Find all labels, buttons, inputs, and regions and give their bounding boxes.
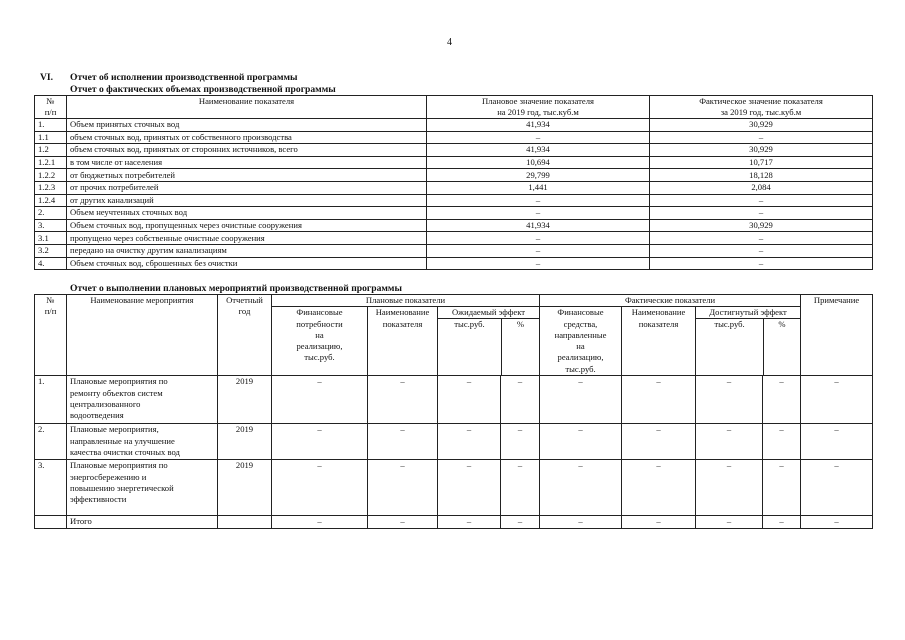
row-fact: 10,717 xyxy=(650,156,873,169)
row-value: – xyxy=(501,516,540,528)
row-value: – xyxy=(801,424,873,460)
row-num: 1.2.3 xyxy=(35,181,67,194)
header-name: Наименование мероприятия xyxy=(67,295,218,376)
row-year: 2019 xyxy=(218,376,272,424)
row-name: в том числе от населения xyxy=(67,156,427,169)
row-fact: 30,929 xyxy=(650,144,873,157)
table-row xyxy=(35,516,873,528)
row-num: 3.1 xyxy=(35,232,67,245)
row-num: 1.1 xyxy=(35,131,67,144)
table-row xyxy=(35,131,873,144)
header-plan-group: Плановые показатели xyxy=(272,295,540,307)
row-name: объем сточных вод, принятых от собственного производства xyxy=(67,131,427,144)
table2-title: Отчет о выполнении плановых мероприятий производственной программы xyxy=(70,283,402,294)
row-value: – xyxy=(622,376,696,424)
table-row xyxy=(35,156,873,169)
table-header-row xyxy=(35,96,873,119)
fact-effect-rub: тыс.руб. xyxy=(696,319,764,375)
row-year xyxy=(218,516,272,528)
header-plan-effect xyxy=(438,307,540,376)
row-value: – xyxy=(801,376,873,424)
row-plan: 41,934 xyxy=(427,119,650,132)
row-fact: – xyxy=(650,131,873,144)
plan-effect-label: Ожидаемый эффект xyxy=(438,307,539,319)
row-num xyxy=(35,516,67,528)
header-num: № п/п xyxy=(35,96,67,119)
row-name: Плановые мероприятия по энергосбережению и повышению энергетической эффективности xyxy=(67,460,218,516)
row-value: – xyxy=(540,424,622,460)
row-value: – xyxy=(696,460,763,516)
header-fact-group: Фактические показатели xyxy=(540,295,801,307)
table-row xyxy=(35,194,873,207)
row-value: – xyxy=(501,376,540,424)
table-row xyxy=(35,207,873,220)
row-value: – xyxy=(696,424,763,460)
row-value: – xyxy=(438,424,501,460)
row-year: 2019 xyxy=(218,460,272,516)
row-name: Объем принятых сточных вод xyxy=(67,119,427,132)
row-name: Объем неучтенных сточных вод xyxy=(67,207,427,220)
row-fact: – xyxy=(650,194,873,207)
row-name: Плановые мероприятия, направленные на улучшение качества очистки сточных вод xyxy=(67,424,218,460)
row-plan: 41,934 xyxy=(427,144,650,157)
row-value: – xyxy=(368,424,438,460)
row-name: от прочих потребителей xyxy=(67,181,427,194)
section-heading xyxy=(40,72,298,83)
activities-table xyxy=(34,294,873,529)
row-value: – xyxy=(763,376,801,424)
row-plan: – xyxy=(427,207,650,220)
table1-title: Отчет о фактических объемах производственной программы xyxy=(70,84,336,95)
plan-effect-percent: % xyxy=(516,319,525,330)
table-row xyxy=(35,244,873,257)
row-value: – xyxy=(540,460,622,516)
row-value: – xyxy=(501,460,540,516)
row-fact: – xyxy=(650,257,873,270)
row-value: – xyxy=(622,516,696,528)
row-name: пропущено через собственные очистные сооружения xyxy=(67,232,427,245)
row-fact: – xyxy=(650,232,873,245)
row-value: – xyxy=(801,460,873,516)
table-row xyxy=(35,460,873,516)
row-plan: 41,934 xyxy=(427,219,650,232)
row-num: 1.2.2 xyxy=(35,169,67,182)
table-row xyxy=(35,144,873,157)
row-plan: – xyxy=(427,131,650,144)
table-row xyxy=(35,219,873,232)
header-plan: Плановое значение показателя на 2019 год, тыс.куб.м xyxy=(427,96,650,119)
row-num: 3. xyxy=(35,219,67,232)
row-name: объем сточных вод, принятых от сторонних источников, всего xyxy=(67,144,427,157)
page-number: 4 xyxy=(447,37,452,48)
row-year: 2019 xyxy=(218,424,272,460)
table-row xyxy=(35,257,873,270)
row-value: – xyxy=(368,460,438,516)
row-value: – xyxy=(272,460,368,516)
header-num: № п/п xyxy=(35,295,67,376)
header-year: Отчетный год xyxy=(218,295,272,376)
row-plan: 10,694 xyxy=(427,156,650,169)
table-row xyxy=(35,424,873,460)
fact-effect-label: Достигнутый эффект xyxy=(696,307,800,319)
row-value: – xyxy=(438,460,501,516)
table-row xyxy=(35,232,873,245)
row-fact: 18,128 xyxy=(650,169,873,182)
row-num: 1.2.4 xyxy=(35,194,67,207)
row-value: – xyxy=(763,424,801,460)
header-plan-fin: Финансовые потребности на реализацию, тыс.руб. xyxy=(272,307,368,376)
row-value: – xyxy=(272,424,368,460)
table-row xyxy=(35,376,873,424)
row-num: 2. xyxy=(35,207,67,220)
row-value: – xyxy=(272,376,368,424)
row-num: 4. xyxy=(35,257,67,270)
header-note: Примечание xyxy=(801,295,873,376)
row-value: – xyxy=(438,516,501,528)
row-fact: 30,929 xyxy=(650,219,873,232)
row-name: передано на очистку другим канализациям xyxy=(67,244,427,257)
header-plan-indicator: Наименование показателя xyxy=(368,307,438,376)
row-value: – xyxy=(763,460,801,516)
row-num: 1. xyxy=(35,376,67,424)
header-fact: Фактическое значение показателя за 2019 год, тыс.куб.м xyxy=(650,96,873,119)
row-plan: 1,441 xyxy=(427,181,650,194)
row-value: – xyxy=(622,460,696,516)
row-plan: 29,799 xyxy=(427,169,650,182)
row-num: 1. xyxy=(35,119,67,132)
row-plan: – xyxy=(427,232,650,245)
row-value: – xyxy=(368,516,438,528)
plan-effect-rub: тыс.руб. xyxy=(438,319,502,375)
row-value: – xyxy=(696,376,763,424)
section-title: Отчет об исполнении производственной программы xyxy=(70,72,298,83)
row-name: от бюджетных потребителей xyxy=(67,169,427,182)
row-value: – xyxy=(540,516,622,528)
table-row xyxy=(35,181,873,194)
row-value: – xyxy=(368,376,438,424)
row-name: Итого xyxy=(67,516,218,528)
row-name: Объем сточных вод, пропущенных через очистные сооружения xyxy=(67,219,427,232)
row-name: Плановые мероприятия по ремонту объектов систем централизованного водоотведения xyxy=(67,376,218,424)
table-row xyxy=(35,169,873,182)
row-value: – xyxy=(501,424,540,460)
header-fact-fin: Финансовые средства, направленные на реализацию, тыс.руб. xyxy=(540,307,622,376)
row-value: – xyxy=(763,516,801,528)
header-fact-indicator: Наименование показателя xyxy=(622,307,696,376)
row-name: Объем сточных вод, сброшенных без очистки xyxy=(67,257,427,270)
table-row xyxy=(35,119,873,132)
section-number: VI. xyxy=(40,72,54,83)
row-plan: – xyxy=(427,194,650,207)
volumes-table xyxy=(34,95,873,270)
row-num: 3.2 xyxy=(35,244,67,257)
row-num: 1.2 xyxy=(35,144,67,157)
row-value: – xyxy=(272,516,368,528)
row-plan: – xyxy=(427,244,650,257)
row-value: – xyxy=(696,516,763,528)
row-num: 1.2.1 xyxy=(35,156,67,169)
row-fact: 2,084 xyxy=(650,181,873,194)
row-fact: – xyxy=(650,244,873,257)
row-num: 3. xyxy=(35,460,67,516)
row-fact: 30,929 xyxy=(650,119,873,132)
header-name: Наименование показателя xyxy=(67,96,427,119)
fact-effect-percent: % xyxy=(778,319,786,330)
header-fact-effect xyxy=(696,307,801,376)
row-value: – xyxy=(622,424,696,460)
row-name: от других канализаций xyxy=(67,194,427,207)
row-value: – xyxy=(438,376,501,424)
row-fact: – xyxy=(650,207,873,220)
row-value: – xyxy=(801,516,873,528)
row-num: 2. xyxy=(35,424,67,460)
row-plan: – xyxy=(427,257,650,270)
row-value: – xyxy=(540,376,622,424)
table-header-row xyxy=(35,295,873,307)
